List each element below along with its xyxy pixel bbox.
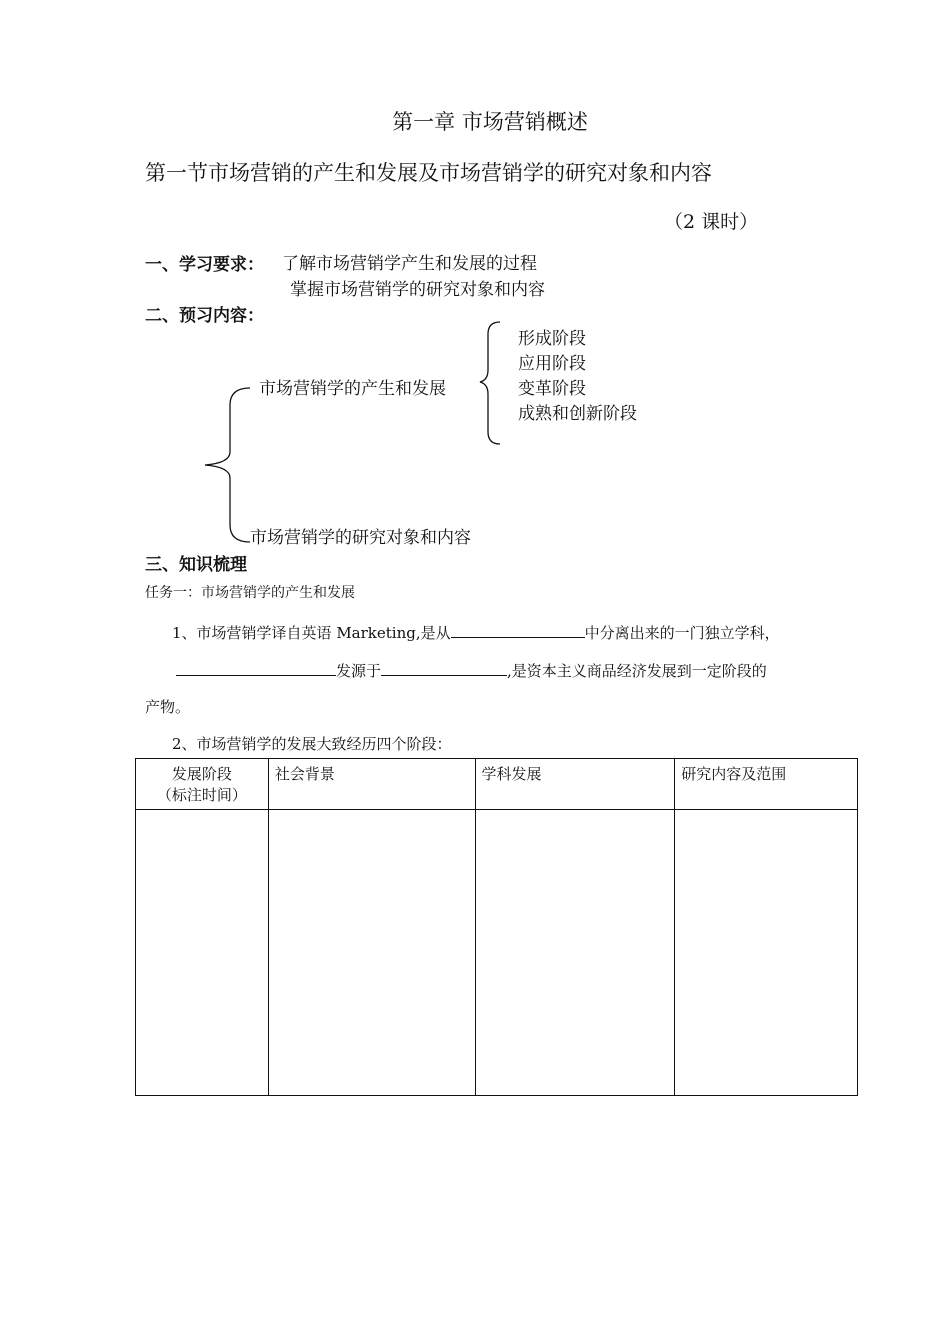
stage-item: 应用阶段 xyxy=(518,354,586,374)
part2-heading: 二、预习内容： xyxy=(145,306,264,326)
question-1-line2 xyxy=(176,659,767,681)
question-1-line1 xyxy=(172,621,780,643)
header-cell-stage xyxy=(136,759,269,810)
inner-brace xyxy=(480,322,500,444)
table-cell[interactable] xyxy=(136,810,269,1096)
answer-blank[interactable] xyxy=(176,659,336,676)
q1-text-c: 发源于 xyxy=(336,662,382,680)
section-title: 第一节市场营销的产生和发展及市场营销学的研究对象和内容 xyxy=(145,161,712,185)
table-cell[interactable] xyxy=(675,810,858,1096)
part1-heading: 一、学习要求： xyxy=(145,255,264,275)
part1-line2: 掌握市场营销学的研究对象和内容 xyxy=(290,280,545,300)
table-row xyxy=(136,810,858,1096)
chapter-title: 第一章 市场营销概述 xyxy=(392,110,588,134)
table-cell[interactable] xyxy=(475,810,675,1096)
part3-heading: 三、知识梳理 xyxy=(145,555,247,575)
stage-item: 成熟和创新阶段 xyxy=(518,404,637,424)
answer-blank[interactable] xyxy=(381,659,507,676)
outline-branch-2: 市场营销学的研究对象和内容 xyxy=(250,528,471,548)
outer-brace xyxy=(205,388,250,542)
stage-item: 形成阶段 xyxy=(518,329,586,349)
outline-branch-1: 市场营销学的产生和发展 xyxy=(259,379,446,399)
outline-braces xyxy=(0,0,950,560)
question-1-line3: 产物。 xyxy=(145,698,191,716)
header-cell-scope: 研究内容及范围 xyxy=(675,759,858,810)
q1-text-b: 中分离出来的一门独立学科， xyxy=(584,624,780,642)
header-cell-background: 社会背景 xyxy=(268,759,475,810)
table-cell[interactable] xyxy=(268,810,475,1096)
question-2: 2、市场营销学的发展大致经历四个阶段： xyxy=(172,735,452,753)
header-stage-sub: （标注时间） xyxy=(156,786,247,804)
header-cell-discipline: 学科发展 xyxy=(475,759,675,810)
stages-table xyxy=(135,758,858,1096)
q1-text-a: 1、市场营销学译自英语 Marketing,是从 xyxy=(172,624,451,642)
class-hours: （2 课时） xyxy=(664,211,759,233)
task1-label: 任务一：市场营销学的产生和发展 xyxy=(145,585,355,601)
table-header-row xyxy=(136,759,858,810)
q1-text-d: ,是资本主义商品经济发展到一定阶段的 xyxy=(507,662,767,680)
header-stage-label: 发展阶段 xyxy=(171,765,232,783)
stage-item: 变革阶段 xyxy=(518,379,586,399)
answer-blank[interactable] xyxy=(451,621,585,638)
part1-line1: 了解市场营销学产生和发展的过程 xyxy=(282,254,537,274)
